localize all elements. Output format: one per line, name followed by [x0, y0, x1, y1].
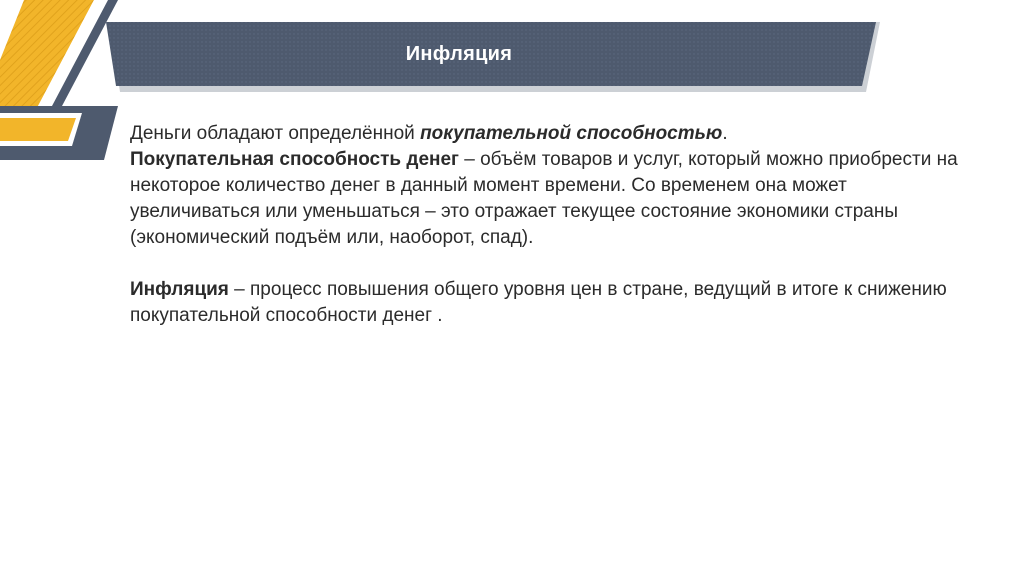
intro-text: Деньги обладают определённой — [130, 123, 421, 144]
slide-body — [130, 121, 980, 329]
paragraph-inflation — [130, 277, 980, 329]
paragraph-purchasing-power — [130, 147, 980, 251]
intro-emphasis: покупательной способностью — [420, 123, 723, 144]
title-bar — [100, 22, 880, 86]
purchasing-power-term: Покупательная способность денег — [130, 149, 459, 170]
inflation-definition: – процесс повышения общего уровня цен в стране, ведущий в итоге к снижению покупательной способности денег . — [130, 279, 947, 326]
intro-end: . — [722, 123, 728, 144]
purchasing-power-definition: – объём товаров и услуг, который можно приобрести на некоторое количество денег в данный момент времени. Со временем она может увеличиваться или уменьшаться – это отражает текущее состояние экономики страны (экономический подъём или, наоборот, спад). — [130, 149, 958, 248]
slide-title: Инфляция — [405, 42, 513, 65]
paragraph-intro — [130, 121, 980, 147]
paragraph-gap — [130, 251, 980, 277]
inflation-term: Инфляция — [130, 279, 229, 300]
